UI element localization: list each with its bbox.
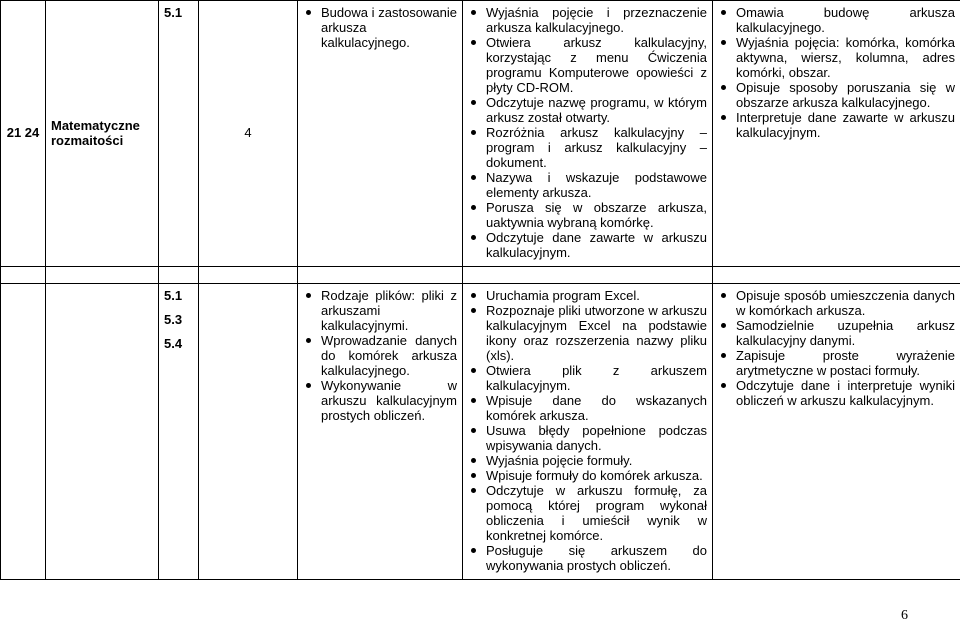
content-cell — [298, 1, 463, 267]
list-item: Wyjaśnia pojęcie formuły. — [468, 453, 707, 468]
list-item: Porusza się w obszarze arkusza, uaktywnia wybraną komórkę. — [468, 200, 707, 230]
table-row — [1, 284, 960, 580]
list-item: Odczytuje dane zawarte w arkuszu kalkulacyjnym. — [468, 230, 707, 260]
list-item: Wprowadzanie danych do komórek arkusza kalkulacyjnego. — [303, 333, 457, 378]
list-item: Posługuje się arkuszem do wykonywania prostych obliczeń. — [468, 543, 707, 573]
outcomes-cell — [713, 1, 960, 267]
section-number: 5.1 — [164, 288, 183, 303]
topic-cell — [46, 284, 159, 580]
content-cell — [298, 284, 463, 580]
list-item: Opisuje sposób umieszczenia danych w komórkach arkusza. — [718, 288, 955, 318]
list-item: Wykonywanie w arkuszu kalkulacyjnym prostych obliczeń. — [303, 378, 457, 423]
list-item: Rozróżnia arkusz kalkulacyjny – program i arkusz kalkulacyjny – dokument. — [468, 125, 707, 170]
procedures-cell — [463, 284, 713, 580]
list-item: Odczytuje dane i interpretuje wyniki obliczeń w arkuszu kalkulacyjnym. — [718, 378, 955, 408]
list-item: Otwiera arkusz kalkulacyjny, korzystając z menu Ćwiczenia programu Komputerowe opowieści z płyty CD-ROM. — [468, 35, 707, 95]
section-number: 5.3 — [164, 312, 183, 327]
list-item: Wyjaśnia pojęcia: komórka, komórka aktywna, wiersz, kolumna, adres komórki, obszar. — [718, 35, 955, 80]
list-item: Zapisuje proste wyrażenie arytmetyczne w postaci formuły. — [718, 348, 955, 378]
topic-cell: Matematyczne rozmaitości — [46, 1, 159, 267]
list-item: Rodzaje plików: pliki z arkuszami kalkulacyjnymi. — [303, 288, 457, 333]
table-row — [1, 1, 960, 267]
list-item: Wpisuje dane do wskazanych komórek arkusza. — [468, 393, 707, 423]
list-item: Omawia budowę arkusza kalkulacyjnego. — [718, 5, 955, 35]
list-item: Opisuje sposoby poruszania się w obszarze arkusza kalkulacyjnego. — [718, 80, 955, 110]
list-item: Usuwa błędy popełnione podczas wpisywania danych. — [468, 423, 707, 453]
sections-cell — [159, 284, 199, 580]
outcomes-cell — [713, 284, 960, 580]
sections-cell — [159, 1, 199, 267]
list-item: Otwiera plik z arkuszem kalkulacyjnym. — [468, 363, 707, 393]
list-item: Wpisuje formuły do komórek arkusza. — [468, 468, 707, 483]
list-item: Samodzielnie uzupełnia arkusz kalkulacyjny danymi. — [718, 318, 955, 348]
list-item: Odczytuje w arkuszu formułę, za pomocą której program wykonał obliczenia i umieścił wynik w konkretnej komórce. — [468, 483, 707, 543]
section-number: 5.4 — [164, 336, 183, 351]
hours-cell — [199, 284, 298, 580]
list-item: Rozpoznaje pliki utworzone w arkuszu kalkulacyjnym Excel na podstawie ikony oraz rozszerzenia nazwy pliku (xls). — [468, 303, 707, 363]
page-number: 6 — [901, 608, 908, 623]
list-item: Wyjaśnia pojęcie i przeznaczenie arkusza kalkulacyjnego. — [468, 5, 707, 35]
procedures-cell — [463, 1, 713, 267]
lesson-numbers-cell — [1, 284, 46, 580]
list-item: Odczytuje nazwę programu, w którym arkusz został otwarty. — [468, 95, 707, 125]
list-item: Interpretuje dane zawarte w arkuszu kalkulacyjnym. — [718, 110, 955, 140]
row-separator — [1, 267, 960, 284]
hours-cell: 4 — [199, 1, 298, 267]
list-item: Budowa i zastosowanie arkusza kalkulacyjnego. — [303, 5, 457, 50]
lesson-numbers-cell: 21 24 — [1, 1, 46, 267]
section-number: 5.1 — [164, 5, 183, 20]
list-item: Nazywa i wskazuje podstawowe elementy arkusza. — [468, 170, 707, 200]
list-item: Uruchamia program Excel. — [468, 288, 707, 303]
